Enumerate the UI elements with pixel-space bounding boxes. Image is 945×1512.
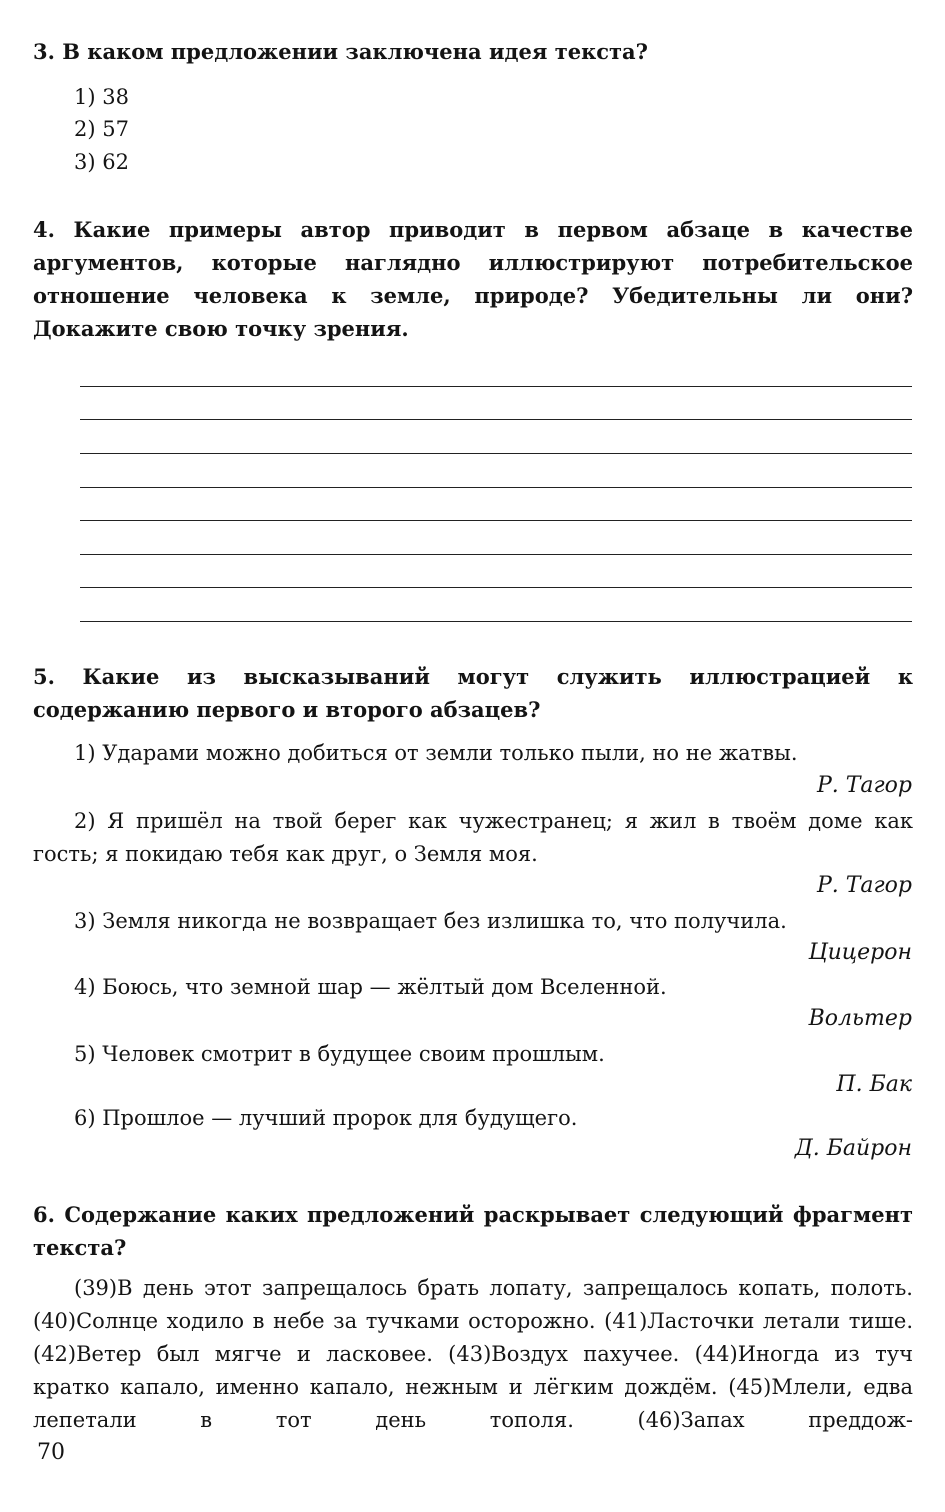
quote-4-text: 4) Боюсь, что земной шар — жёлтый дом Вселенной. (74, 975, 667, 999)
answer-line[interactable] (80, 419, 912, 420)
answer-line[interactable] (80, 554, 912, 555)
answer-line[interactable] (80, 621, 912, 622)
quote-6 (33, 1102, 913, 1135)
question-3-option-1: 1) 38 (74, 85, 129, 109)
question-3-option-2: 2) 57 (74, 117, 129, 141)
question-5-title: 5. Какие из высказываний могут служить иллюстрацией к содержанию первого и второго абзацев? (33, 664, 913, 722)
question-3-title: 3. В каком предложении заключена идея текста? (33, 39, 648, 64)
answer-line[interactable] (80, 453, 912, 454)
quote-6-author: Д. Байрон (794, 1136, 912, 1161)
quote-3 (33, 905, 913, 938)
quote-5-text: 5) Человек смотрит в будущее своим прошлым. (74, 1042, 605, 1066)
quote-1 (33, 737, 913, 770)
answer-line[interactable] (80, 487, 912, 488)
quote-5-author: П. Бак (836, 1072, 912, 1097)
answer-line[interactable] (80, 520, 912, 521)
quote-4 (33, 971, 913, 1004)
quote-2-author: Р. Тагор (816, 873, 912, 898)
question-4-title: 4. Какие примеры автор приводит в первом абзаце в качестве аргументов, которые наглядно иллюстрируют потребительское отношение человека к земле, природе? Убедительны ли они? Докажите свою точку зрения. (33, 217, 913, 341)
quote-2-text: 2) Я пришёл на твой берег как чужестранец; я жил в твоём доме как гость; я покидаю тебя как друг, о Земля моя. (33, 809, 913, 866)
quote-6-text: 6) Прошлое — лучший пророк для будущего. (74, 1106, 578, 1130)
answer-line[interactable] (80, 587, 912, 588)
quote-3-text: 3) Земля никогда не возвращает без излишка то, что получила. (74, 909, 787, 933)
page-number: 70 (37, 1440, 65, 1465)
quote-2 (33, 805, 913, 871)
quote-1-text: 1) Ударами можно добиться от земли только пыли, но не жатвы. (74, 741, 798, 765)
question-6-title: 6. Содержание каких предложений раскрывает следующий фрагмент текста? (33, 1202, 913, 1260)
question-3-option-3: 3) 62 (74, 150, 129, 174)
quote-4-author: Вольтер (808, 1006, 912, 1031)
quote-3-author: Цицерон (808, 940, 912, 965)
quote-1-author: Р. Тагор (816, 773, 912, 798)
text-fragment: (39)В день этот запрещалось брать лопату, запрещалось копать, полоть. (40)Солнце ходило в небе за тучками осторожно. (41)Ласточки летали тише. (42)Ветер был мягче и ласковее. (43)Воздух пахучее. (44)Иногда из туч кратко капало, именно капало, нежным и лёгким дождём. (45)Млели, едва лепетали в тот день тополя. (46)Запах преддож- (33, 1276, 913, 1432)
quote-5 (33, 1038, 913, 1071)
answer-line[interactable] (80, 386, 912, 387)
